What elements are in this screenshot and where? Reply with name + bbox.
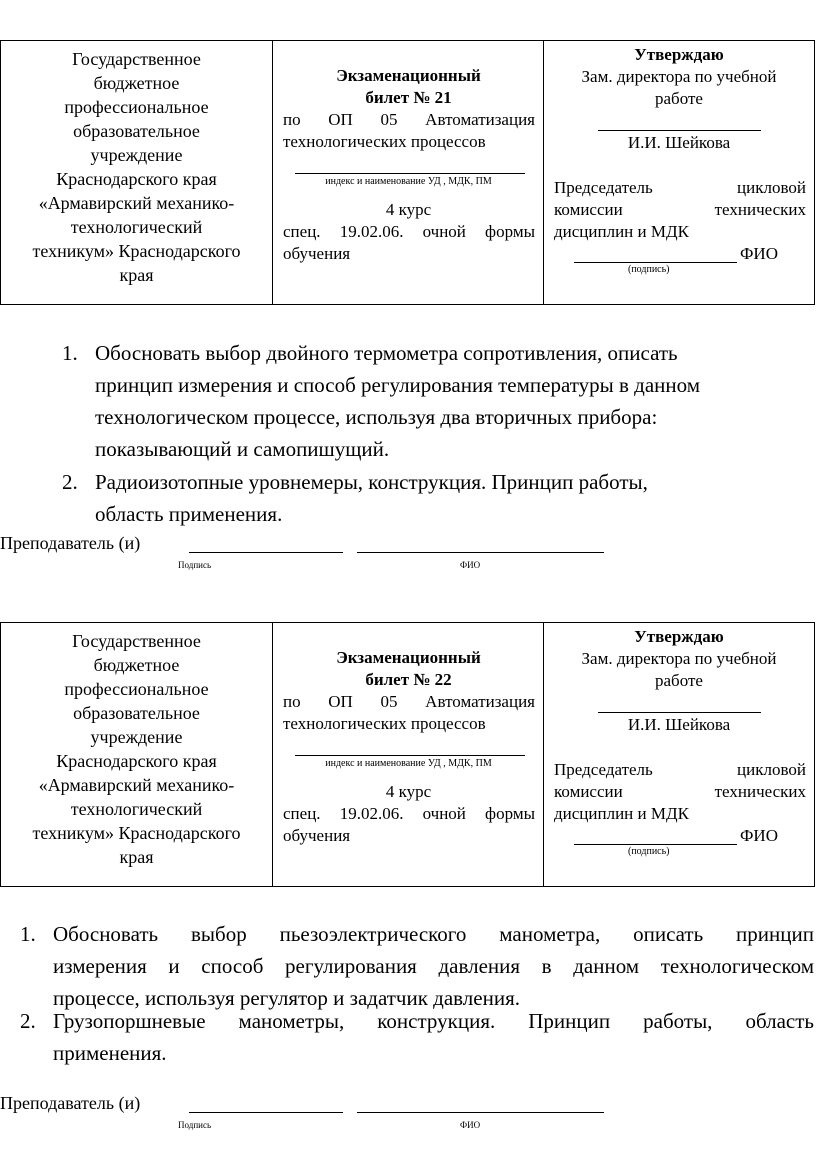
ticket-number: билет № 22 [365,670,452,689]
institution-cell [1,41,273,304]
question-line: Радиоизотопные уровнемеры, конструкция. Принцип работы, [95,470,648,494]
teacher-sign-caption: Подпись [178,560,212,570]
spec-line: обучения [283,244,351,263]
index-line [295,173,525,174]
institution-line: «Армавирский механико- [38,775,235,795]
approve-label: Утверждаю [634,627,724,646]
subject-line: по ОП 05 Автоматизация [283,110,535,129]
institution-line: техникум» Краснодарского [32,823,241,843]
question-line: технологическом процессе, используя два вторичных прибора: [95,405,658,429]
ticket-info-cell [273,623,544,886]
teacher-fio-line [357,1112,604,1113]
ticket-header-21 [0,40,815,305]
deputy-sign-line [598,712,761,713]
institution-line: техникум» Краснодарского [32,241,241,261]
institution-line: края [119,265,154,285]
institution-line: профессиональное [64,97,209,117]
institution-line: Государственное [72,49,201,69]
question-line: применения. [53,1041,167,1065]
chair-sign-line [574,844,737,845]
deputy-sign-line [598,130,761,131]
teacher-sign-caption: Подпись [178,1120,212,1130]
institution-line: технологический [70,799,203,819]
fio-label: ФИО [740,244,778,263]
deputy-title: работе [655,671,703,690]
ticket-header-22 [0,622,815,887]
ticket-title: Экзаменационный [336,648,481,667]
deputy-name: И.И. Шейкова [627,133,731,152]
institution-line: технологический [70,217,203,237]
subject-line: технологических процессов [283,714,486,733]
teacher-label: Преподаватель (и) [0,1093,141,1113]
spec-line: спец. 19.02.06. очной формы [283,804,535,823]
deputy-title: Зам. директора по учебной [581,67,777,86]
teacher-sign-line [189,1112,343,1113]
approval-cell [544,623,814,886]
question-number: 2. [62,470,78,494]
ticket-title: Экзаменационный [336,66,481,85]
question-2 [20,1005,814,1069]
question-line: область применения. [95,502,283,526]
spec-line: обучения [283,826,351,845]
chair-line: комиссии технических [554,200,806,219]
ticket-info-cell [273,41,544,304]
question-line: показывающий и самопишущий. [95,437,390,461]
chair-line: комиссии технических [554,782,806,801]
question-1 [62,337,816,465]
institution-line: края [119,847,154,867]
fio-label: ФИО [740,826,778,845]
question-line: принцип измерения и способ регулирования температуры в данном [95,373,701,397]
question-number: 2. [20,1009,36,1033]
sign-caption: (подпись) [628,846,670,857]
ticket-number: билет № 21 [365,88,452,107]
subject-line: технологических процессов [283,132,486,151]
chair-line: дисциплин и МДК [554,804,689,823]
deputy-name: И.И. Шейкова [627,715,731,734]
chair-line: Председатель цикловой [554,760,806,779]
institution-line: образовательное [73,703,200,723]
teacher-fio-line [357,552,604,553]
institution-line: образовательное [73,121,200,141]
institution-cell [1,623,273,886]
question-number: 1. [20,922,36,946]
question-line: Грузопоршневые манометры, конструкция. Принцип работы, область [53,1009,814,1033]
institution-line: профессиональное [64,679,209,699]
institution-line: бюджетное [93,655,180,675]
institution-line: Краснодарского края [56,751,217,771]
course: 4 курс [385,200,432,219]
chair-sign-line [574,262,737,263]
institution-line: учреждение [90,145,183,165]
subject-line: по ОП 05 Автоматизация [283,692,535,711]
question-1 [20,918,814,1014]
index-caption: индекс и наименование УД , МДК, ПМ [325,758,492,769]
question-line: Обосновать выбор двойного термометра сопротивления, описать [95,341,678,365]
chair-line: дисциплин и МДК [554,222,689,241]
question-line: Обосновать выбор пьезоэлектрического манометра, описать принцип [53,922,814,946]
sign-caption: (подпись) [628,264,670,275]
approval-cell [544,41,814,304]
deputy-title: Зам. директора по учебной [581,649,777,668]
spec-line: спец. 19.02.06. очной формы [283,222,535,241]
teacher-fio-caption: ФИО [460,560,481,570]
index-caption: индекс и наименование УД , МДК, ПМ [325,176,492,187]
question-2 [62,466,816,530]
institution-line: бюджетное [93,73,180,93]
teacher-fio-caption: ФИО [460,1120,481,1130]
institution-line: учреждение [90,727,183,747]
institution-line: Краснодарского края [56,169,217,189]
deputy-title: работе [655,89,703,108]
course: 4 курс [385,782,432,801]
institution-line: Государственное [72,631,201,651]
index-line [295,755,525,756]
question-line: измерения и способ регулирования давления в данном технологическом [53,954,814,978]
institution-line: «Армавирский механико- [38,193,235,213]
question-line: процессе, используя регулятор и задатчик давления. [53,986,520,1010]
teacher-label: Преподаватель (и) [0,533,141,553]
approve-label: Утверждаю [634,45,724,64]
chair-line: Председатель цикловой [554,178,806,197]
teacher-sign-line [189,552,343,553]
question-number: 1. [62,341,78,365]
